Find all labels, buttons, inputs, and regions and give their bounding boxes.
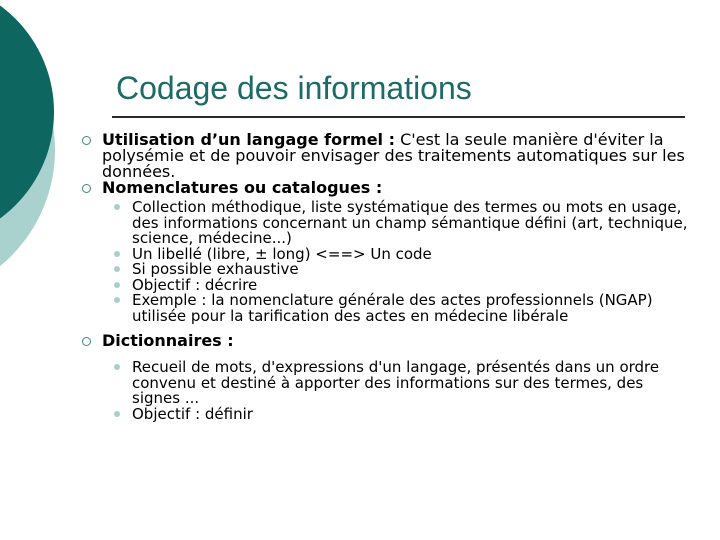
dot-bullet-icon [114,251,120,257]
bullet-heading: Dictionnaires : [102,331,234,350]
bullet-ring-icon [82,337,91,346]
sub-bullet [70,360,692,407]
sub-bullet-text: Objectif : décrire [132,275,258,294]
bullet-heading: Utilisation d’un langage formel : [102,130,395,149]
bullet-ring-icon [82,184,91,193]
sub-bullet-text: Si possible exhaustive [132,260,299,278]
title-underline [112,116,685,118]
bullet-heading: Nomenclatures ou catalogues : [102,178,383,197]
bullet-langage-formel [70,132,692,180]
sub-bullet-text: Collection méthodique, liste systématique des termes ou mots en usage, des informations concernant un champ sémantique défini (art, technique, science, médecine...) [132,198,688,247]
dark-teal-circle [0,0,54,244]
light-teal-circle [0,0,55,300]
slide-title: Codage des informations [116,70,472,106]
slide-content [70,132,692,422]
sub-bullet-text: Un libellé (libre, ± long) <==> Un code [132,244,432,263]
bullet-ring-icon [82,136,91,145]
sub-bullet [70,293,692,324]
dot-bullet-icon [114,204,120,210]
sub-bullet-text: Recueil de mots, d'expressions d'un langage, présentés dans un ordre convenu et destiné à apporter des informations sur des termes, des signes ... [132,358,660,407]
dot-bullet-icon [114,411,120,417]
bullet-text: C'est la seule manière d'éviter la polysémie et de pouvoir envisager des traitements automatiques sur les données. [102,130,685,181]
sub-bullet [70,200,692,247]
dot-bullet-icon [114,282,120,288]
dot-bullet-icon [114,266,120,272]
dot-bullet-icon [114,297,120,303]
sub-bullet-text: Exemple : la nomenclature générale des actes professionnels (NGAP) utilisée pour la tarification des actes en médecine libérale [132,291,653,325]
sub-bullet [70,404,692,423]
dot-bullet-icon [114,364,120,370]
bullet-dictionnaires [70,333,692,349]
bullet-nomenclatures [70,180,692,196]
sub-bullet-text: Objectif : définir [132,404,253,423]
